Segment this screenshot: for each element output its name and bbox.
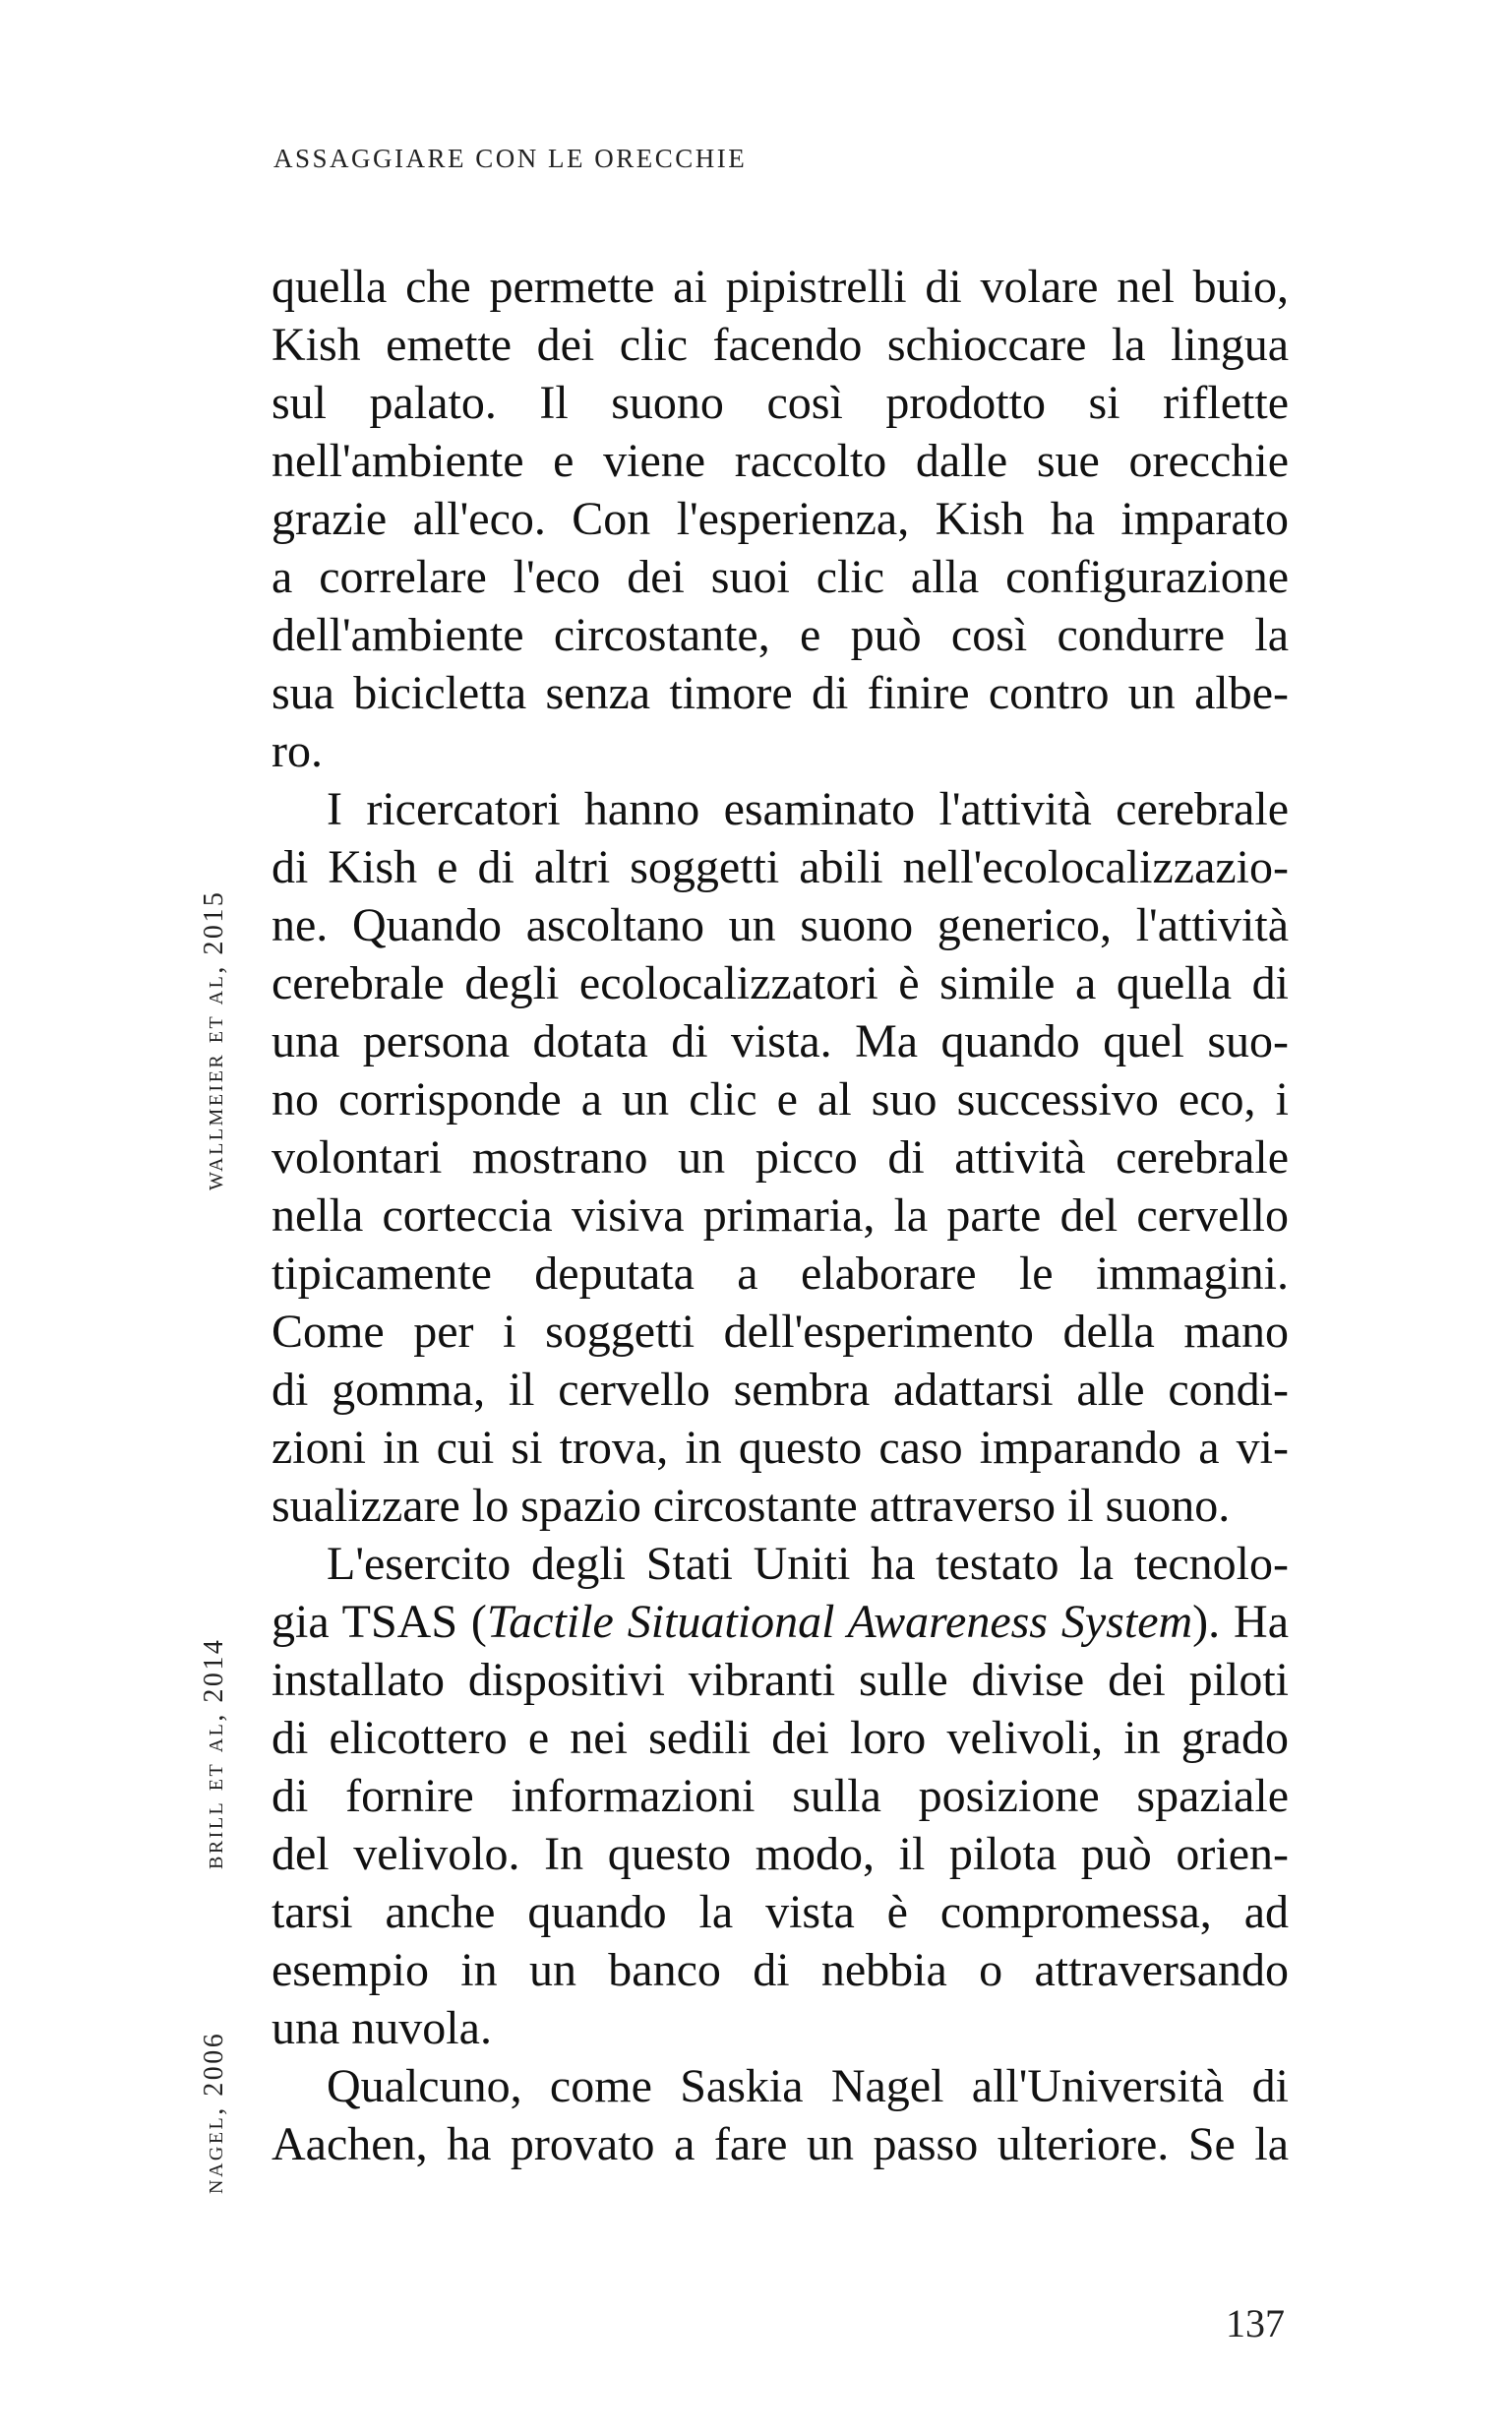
text-line: Come per i soggetti dell'esperimento della mano bbox=[272, 1306, 1289, 1358]
tsas-italic: Tactile Situational Awareness System bbox=[486, 1596, 1193, 1648]
text-line: sua bicicletta senza timore di finire contro un albe- bbox=[272, 667, 1289, 719]
text-line: sualizzare lo spazio circostante attraverso il suono. bbox=[272, 1480, 1231, 1532]
text-line: quella che permette ai pipistrelli di volare nel buio, bbox=[272, 261, 1289, 313]
text-line: a correlare l'eco dei suoi clic alla configurazione bbox=[272, 551, 1289, 603]
text-line: no corrisponde a un clic e al suo successivo eco, i bbox=[272, 1073, 1289, 1126]
tsas-prefix: gia TSAS ( bbox=[272, 1596, 487, 1648]
side-note-brill: brill et al, 2014 bbox=[199, 1637, 229, 1869]
text-line: del velivolo. In questo modo, il pilota può orien- bbox=[272, 1828, 1289, 1880]
text-line: I ricercatori hanno esaminato l'attività cerebrale bbox=[327, 783, 1289, 835]
text-line: L'esercito degli Stati Uniti ha testato la tecnolo- bbox=[327, 1538, 1289, 1590]
text-line: esempio in un banco di nebbia o attraversando bbox=[272, 1944, 1289, 1996]
text-line: tipicamente deputata a elaborare le immagini. bbox=[272, 1248, 1289, 1300]
page-number: 137 bbox=[1226, 2301, 1285, 2345]
body-text bbox=[272, 258, 1289, 2173]
text-line: una nuvola. bbox=[272, 2002, 492, 2054]
text-line: installato dispositivi vibranti sulle divise dei piloti bbox=[272, 1654, 1289, 1706]
text-line-tsas bbox=[272, 1593, 1289, 1651]
text-line: tarsi anche quando la vista è compromessa, ad bbox=[272, 1886, 1289, 1938]
text-line: Aachen, ha provato a fare un passo ulteriore. Se la bbox=[272, 2118, 1289, 2170]
text-line: di elicottero e nei sedili dei loro velivoli, in grado bbox=[272, 1712, 1289, 1764]
text-line: volontari mostrano un picco di attività cerebrale bbox=[272, 1131, 1289, 1184]
text-line: di Kish e di altri soggetti abili nell'ecolocalizzazio- bbox=[272, 841, 1289, 893]
side-note-nagel: nagel, 2006 bbox=[199, 2031, 229, 2194]
text-line: ro. bbox=[272, 725, 323, 777]
text-line: nell'ambiente e viene raccolto dalle sue orecchie bbox=[272, 435, 1289, 487]
text-line: nella corteccia visiva primaria, la parte del cervello bbox=[272, 1189, 1289, 1242]
text-line: grazie all'eco. Con l'esperienza, Kish ha imparato bbox=[272, 493, 1289, 545]
side-note-wallmeier: wallmeier et al, 2015 bbox=[199, 889, 229, 1190]
text-line: di gomma, il cervello sembra adattarsi alle condi- bbox=[272, 1364, 1289, 1416]
text-line: ne. Quando ascoltano un suono generico, l'attività bbox=[272, 899, 1289, 951]
text-line: Qualcuno, come Saskia Nagel all'Università di bbox=[327, 2060, 1289, 2112]
tsas-suffix: ). Ha bbox=[1192, 1596, 1289, 1648]
text-line: una persona dotata di vista. Ma quando quel suo- bbox=[272, 1015, 1289, 1067]
text-line: sul palato. Il suono così prodotto si riflette bbox=[272, 377, 1289, 429]
text-line: zioni in cui si trova, in questo caso imparando a vi- bbox=[272, 1422, 1289, 1474]
text-line: cerebrale degli ecolocalizzatori è simile a quella di bbox=[272, 957, 1289, 1009]
text-line: dell'ambiente circostante, e può così condurre la bbox=[272, 609, 1289, 661]
text-line: Kish emette dei clic facendo schioccare la lingua bbox=[272, 319, 1289, 371]
running-head: ASSAGGIARE CON LE ORECCHIE bbox=[273, 144, 748, 173]
text-line: di fornire informazioni sulla posizione spaziale bbox=[272, 1770, 1289, 1822]
